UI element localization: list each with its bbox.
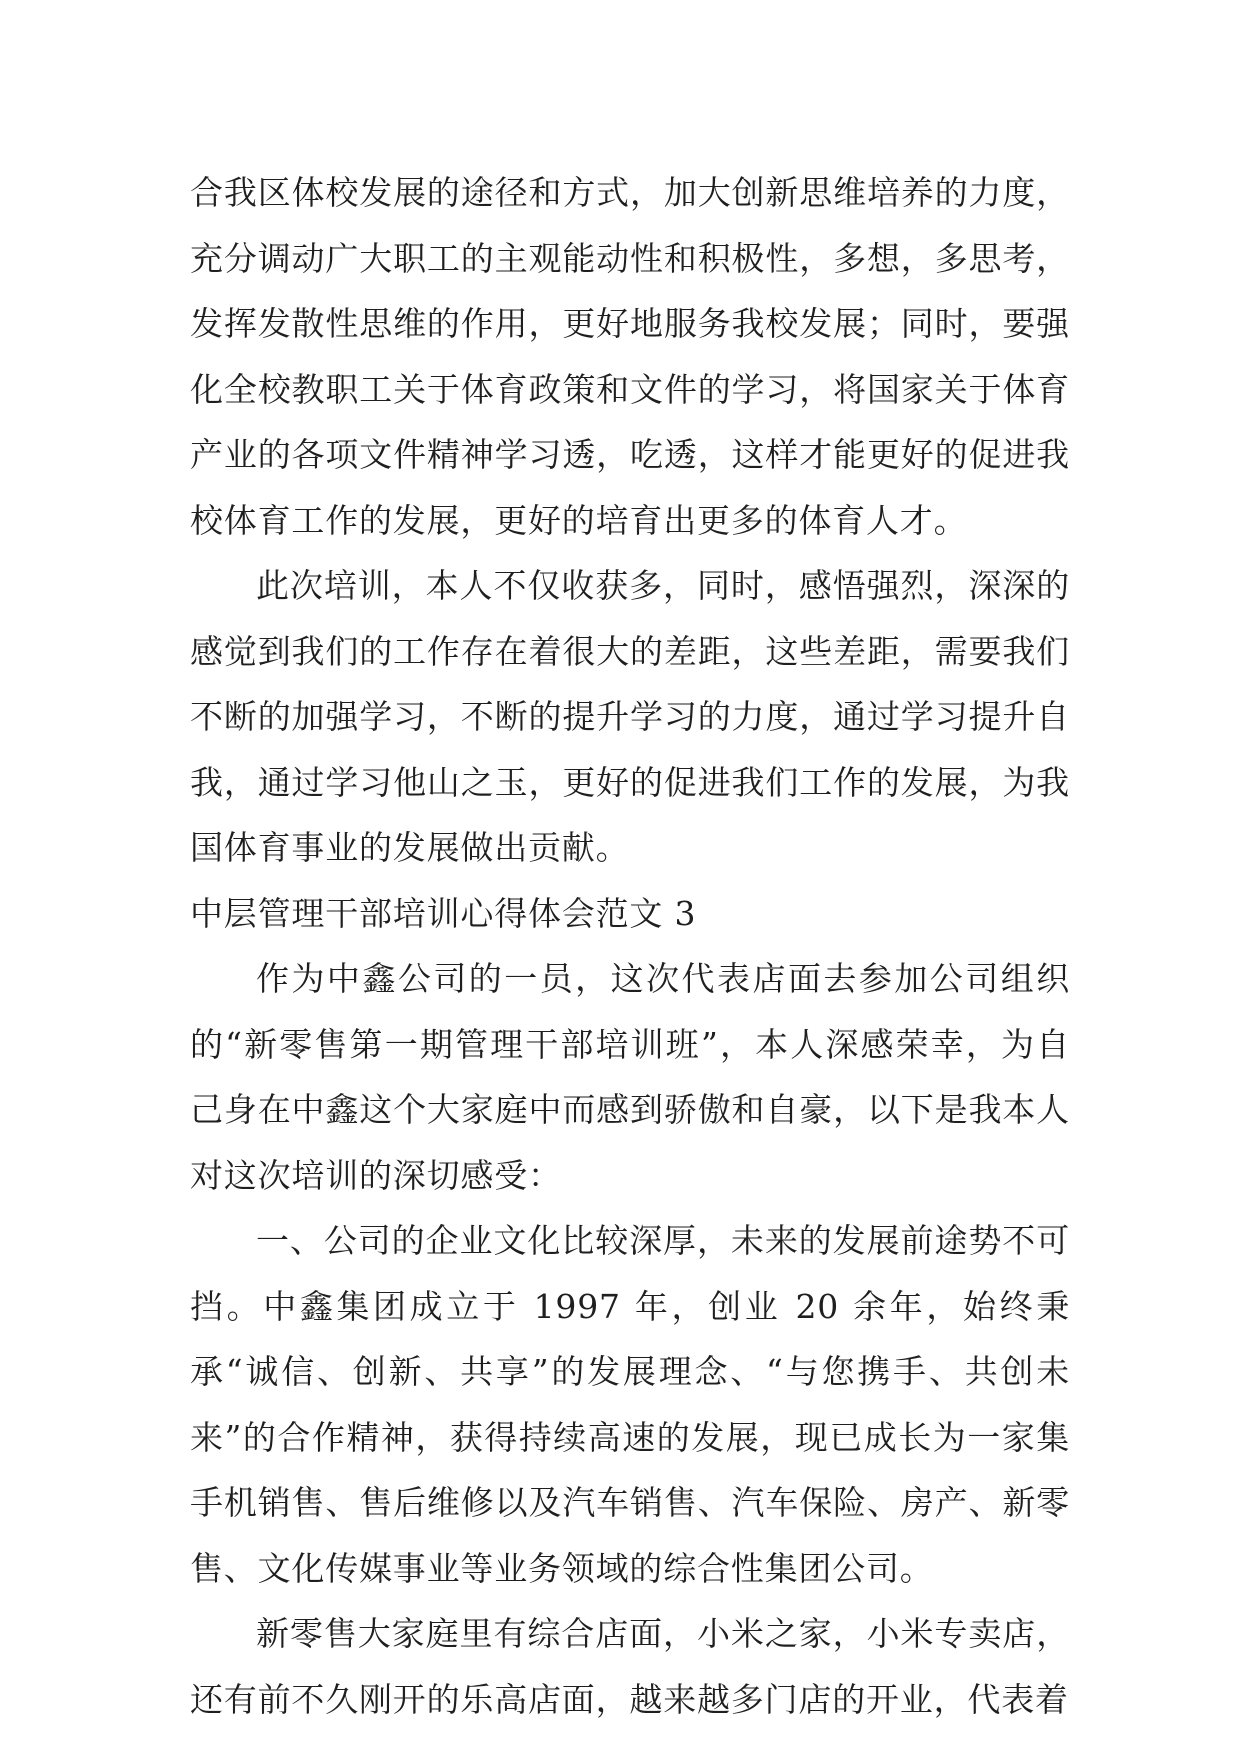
paragraph-company-culture: 一、公司的企业文化比较深厚，未来的发展前途势不可挡。中鑫集团成立于 1997 年，创业 20 余年，始终秉承“诚信、创新、共享”的发展理念、“与您携手、共创未来”的合作精神，获得持续高速的发展，现已成长为一家集手机销售、售后维修以及汽车销售、汽车保险、房产、新零售、文化传媒事业等业务领域的综合性集团公司。 [190,1221,1070,1588]
section-heading: 中层管理干部培训心得体会范文 3 [190,893,697,933]
paragraph-continuation: 合我区体校发展的途径和方式，加大创新思维培养的力度，充分调动广大职工的主观能动性和积极性，多想，多思考，发挥发散性思维的作用，更好地服务我校发展；同时，要强化全校教职工关于体育政策和文件的学习，将国家关于体育产业的各项文件精神学习透，吃透，这样才能更好的促进我校体育工作的发展，更好的培育出更多的体育人才。 [190,173,1070,540]
paragraph-new-retail: 新零售大家庭里有综合店面，小米之家，小米专卖店，还有前不久刚开的乐高店面，越来越多门店的开业，代表着 [190,1614,1070,1719]
paragraph-training-reflection: 此次培训，本人不仅收获多，同时，感悟强烈，深深的感觉到我们的工作存在着很大的差距，这些差距，需要我们不断的加强学习，不断的提升学习的力度，通过学习提升自我，通过学习他山之玉，更好的促进我们工作的发展，为我国体育事业的发展做出贡献。 [190,566,1070,867]
document-body [190,160,1070,1732]
paragraph-intro: 作为中鑫公司的一员，这次代表店面去参加公司组织的“新零售第一期管理干部培训班”，本人深感荣幸，为自己身在中鑫这个大家庭中而感到骄傲和自豪，以下是我本人对这次培训的深切感受： [190,959,1070,1195]
